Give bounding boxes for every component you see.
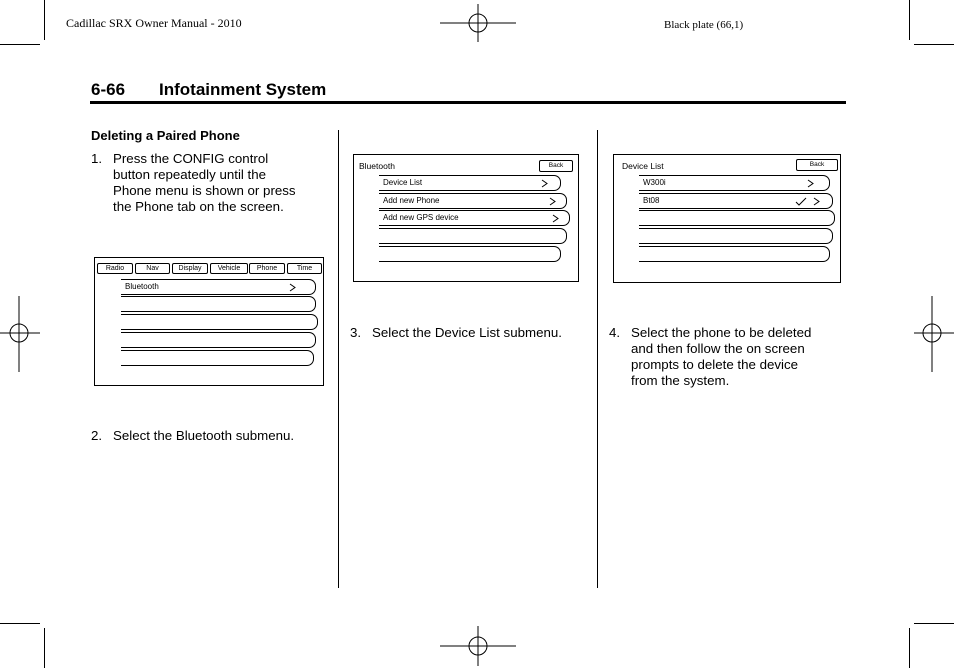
menu-item-empty[interactable] bbox=[379, 228, 567, 244]
chevron-right-icon bbox=[552, 214, 560, 223]
step-2 bbox=[91, 428, 331, 446]
header-plate: Black plate (66,1) bbox=[664, 19, 744, 31]
device-list-screen bbox=[613, 154, 841, 283]
section-heading bbox=[91, 80, 326, 100]
menu-item-label: Device List bbox=[383, 178, 423, 187]
step-line: button repeatedly until the bbox=[113, 167, 267, 182]
tab-phone[interactable]: Phone bbox=[249, 263, 285, 274]
menu-item-empty[interactable] bbox=[121, 314, 318, 330]
registration-mark-left bbox=[0, 296, 40, 372]
crop-mark bbox=[909, 0, 910, 40]
step-number: 2. bbox=[91, 428, 103, 443]
chevron-right-icon bbox=[807, 179, 815, 188]
menu-item-empty[interactable] bbox=[379, 246, 561, 262]
device-item-empty[interactable] bbox=[639, 246, 830, 262]
crop-mark bbox=[0, 44, 40, 45]
step-4 bbox=[609, 325, 849, 395]
step-line: Select the phone to be deleted bbox=[631, 325, 812, 340]
registration-mark-right bbox=[914, 296, 954, 372]
menu-item-empty[interactable] bbox=[121, 350, 314, 366]
step-line: Select the Bluetooth submenu. bbox=[113, 428, 295, 443]
device-item-empty[interactable] bbox=[639, 210, 835, 226]
chevron-right-icon bbox=[549, 197, 557, 206]
section-title: Infotainment System bbox=[159, 80, 327, 99]
title-rule bbox=[90, 101, 846, 104]
menu-item-label: Add new Phone bbox=[383, 196, 440, 205]
check-icon bbox=[795, 197, 807, 206]
menu-item-add-new-gps[interactable] bbox=[379, 210, 570, 226]
tab-nav[interactable]: Nav bbox=[135, 263, 170, 274]
tab-time[interactable]: Time bbox=[287, 263, 322, 274]
crop-mark bbox=[914, 44, 954, 45]
step-line: prompts to delete the device bbox=[631, 357, 799, 372]
step-line: Select the Device List submenu. bbox=[372, 325, 562, 340]
step-line: Phone menu is shown or press bbox=[113, 183, 296, 198]
step-number: 3. bbox=[350, 325, 362, 340]
menu-item-empty[interactable] bbox=[121, 332, 316, 348]
step-line: from the system. bbox=[631, 373, 730, 388]
tab-vehicle[interactable]: Vehicle bbox=[210, 263, 248, 274]
column-divider bbox=[597, 130, 598, 588]
device-name: Bt08 bbox=[643, 196, 660, 205]
screen-title: Device List bbox=[622, 161, 664, 171]
crop-mark bbox=[0, 623, 40, 624]
crop-mark bbox=[909, 628, 910, 668]
menu-item-device-list[interactable] bbox=[379, 175, 561, 191]
section-number: 6-66 bbox=[91, 80, 126, 99]
menu-item-bluetooth[interactable] bbox=[121, 279, 316, 295]
crop-mark bbox=[914, 623, 954, 624]
registration-mark-bottom bbox=[440, 626, 516, 666]
menu-item-label: Add new GPS device bbox=[383, 213, 459, 222]
crop-mark bbox=[44, 0, 45, 40]
step-line: the Phone tab on the screen. bbox=[113, 199, 284, 214]
step-number: 1. bbox=[91, 151, 103, 166]
step-number: 4. bbox=[609, 325, 621, 340]
column-divider bbox=[338, 130, 339, 588]
chevron-right-icon bbox=[813, 197, 821, 206]
device-item-empty[interactable] bbox=[639, 228, 833, 244]
chevron-right-icon bbox=[541, 179, 549, 188]
screen-title: Bluetooth bbox=[359, 161, 395, 171]
chevron-right-icon bbox=[289, 283, 297, 292]
bluetooth-screen bbox=[353, 154, 579, 282]
menu-item-label: Bluetooth bbox=[125, 282, 159, 291]
crop-mark bbox=[44, 628, 45, 668]
step-line: and then follow the on screen bbox=[631, 341, 805, 356]
menu-item-add-new-phone[interactable] bbox=[379, 193, 567, 209]
step-3 bbox=[350, 325, 590, 343]
back-button[interactable]: Back bbox=[539, 160, 573, 172]
subheading: Deleting a Paired Phone bbox=[91, 128, 240, 143]
header-manual-title: Cadillac SRX Owner Manual - 2010 bbox=[66, 16, 242, 30]
device-name: W300i bbox=[643, 178, 666, 187]
registration-mark-top bbox=[440, 4, 516, 42]
back-button[interactable]: Back bbox=[796, 159, 838, 171]
device-item-w300i[interactable] bbox=[639, 175, 830, 191]
tab-radio[interactable]: Radio bbox=[97, 263, 133, 274]
device-item-bt08[interactable] bbox=[639, 193, 833, 209]
config-menu-screen bbox=[94, 257, 324, 386]
step-1 bbox=[91, 151, 331, 221]
step-line: Press the CONFIG control bbox=[113, 151, 269, 166]
tab-display[interactable]: Display bbox=[172, 263, 208, 274]
menu-item-empty[interactable] bbox=[121, 296, 316, 312]
